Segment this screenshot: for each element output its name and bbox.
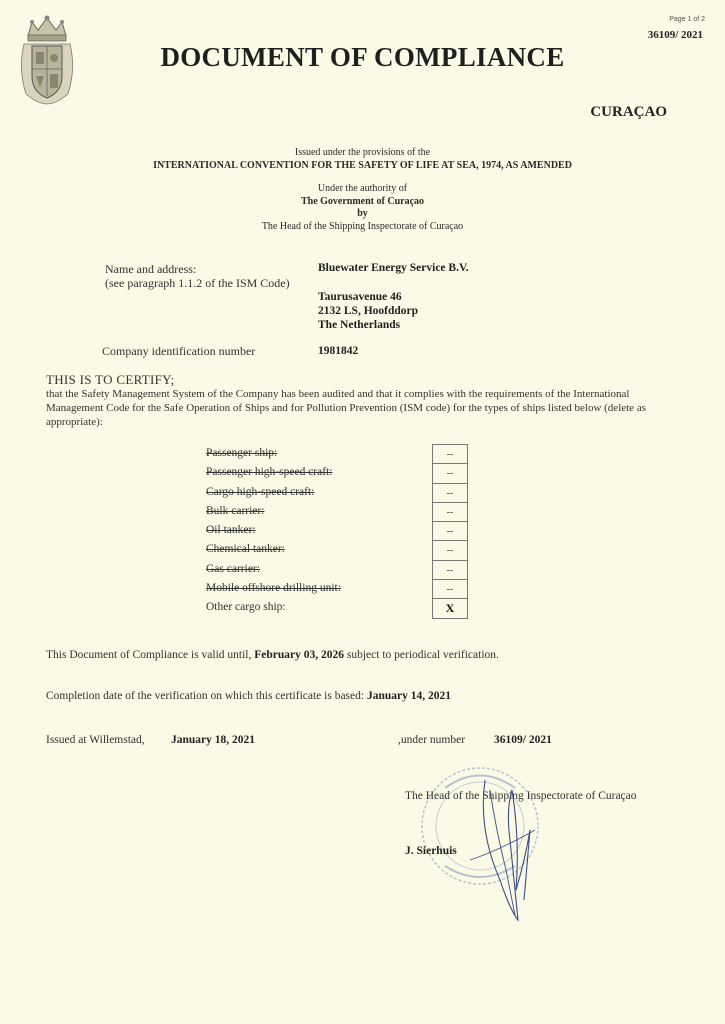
ship-type-label: Other cargo ship: — [206, 601, 286, 614]
ship-type-row — [206, 579, 466, 598]
ship-type-mark: X — [432, 598, 468, 619]
completion-statement — [46, 690, 451, 702]
signatory-title: The Head of the Shipping Inspectorate of Curaçao — [405, 790, 637, 802]
ship-type-mark: -- — [432, 502, 468, 522]
page-title: DOCUMENT OF COMPLIANCE — [160, 42, 565, 72]
ship-type-mark: -- — [432, 540, 468, 560]
company-name: Bluewater Energy Service B.V. — [318, 262, 469, 274]
company-street: Taurusavenue 46 — [318, 291, 402, 303]
document-number: 36109/ 2021 — [647, 29, 703, 41]
company-city: 2132 LS, Hoofddorp — [318, 305, 419, 317]
issued-under-block — [0, 147, 725, 172]
authority-block — [0, 183, 725, 233]
ship-type-mark: -- — [432, 444, 468, 464]
ship-type-label: Oil tanker: — [206, 524, 256, 537]
ship-type-row — [206, 483, 466, 502]
ship-type-row — [206, 444, 466, 463]
page-number: Page 1 of 2 — [669, 16, 705, 23]
issued-number: 36109/ 2021 — [494, 734, 552, 746]
government-name: The Government of Curaçao — [300, 195, 425, 207]
company-name-sublabel: (see paragraph 1.1.2 of the ISM Code) — [105, 276, 290, 290]
company-name-label: Name and address: — [105, 262, 197, 276]
signatory-name: J. Sierhuis — [405, 845, 457, 857]
company-id-label: Company identification number — [102, 344, 256, 358]
certify-heading: THIS IS TO CERTIFY; — [46, 372, 175, 387]
ship-type-mark: -- — [432, 521, 468, 541]
completion-prefix: Completion date of the verification on which this certificate is based: — [46, 690, 365, 702]
handwritten-signature-icon — [440, 770, 550, 930]
company-id-value: 1981842 — [318, 345, 359, 357]
issuing-country: CURAÇAO — [590, 104, 667, 120]
ship-type-row — [206, 521, 466, 540]
ship-type-mark: -- — [432, 579, 468, 599]
issued-number-label: ,under number — [398, 734, 466, 746]
issued-at-date: January 18, 2021 — [171, 734, 256, 746]
ship-type-mark: -- — [432, 483, 468, 503]
validity-date: February 03, 2026 — [254, 649, 345, 661]
ship-type-label: Passenger high-speed craft: — [206, 466, 333, 479]
authority-by: by — [357, 208, 368, 219]
ship-type-list — [206, 444, 466, 618]
ship-type-row — [206, 560, 466, 579]
completion-date: January 14, 2021 — [366, 690, 451, 702]
ship-type-label: Mobile offshore drilling unit: — [206, 582, 341, 595]
convention-name: INTERNATIONAL CONVENTION FOR THE SAFETY OF LIFE AT SEA, 1974, AS AMENDED — [153, 159, 572, 171]
issued-line-1: Issued under the provisions of the — [294, 147, 431, 158]
validity-prefix: This Document of Compliance is valid until, — [46, 649, 252, 661]
validity-statement — [46, 649, 499, 661]
ship-type-label: Chemical tanker: — [206, 543, 285, 556]
ship-type-row — [206, 598, 466, 617]
ship-type-row — [206, 540, 466, 559]
ship-type-label: Gas carrier: — [206, 562, 260, 575]
inspectorate-name: The Head of the Shipping Inspectorate of Curaçao — [261, 220, 464, 232]
ship-type-row — [206, 502, 466, 521]
ship-type-mark: -- — [432, 560, 468, 580]
issued-at-label: Issued at Willemstad, — [46, 734, 145, 746]
validity-suffix: subject to periodical verification. — [346, 649, 499, 661]
ship-type-label: Cargo high-speed craft: — [206, 485, 315, 498]
company-country: The Netherlands — [318, 319, 401, 331]
authority-line-1: Under the authority of — [317, 183, 408, 194]
certify-body: that the Safety Management System of the Company has been audited and that it complies with the requirements of the International Management Code for the Safe Operation of Ships and for Pollution Prevention (ISM code) for the types of ships listed below (delete as appropriate): — [46, 388, 646, 428]
ship-type-label: Passenger ship: — [206, 447, 278, 459]
ship-type-row — [206, 463, 466, 482]
ship-type-label: Bulk carrier: — [206, 504, 265, 517]
ship-type-mark: -- — [432, 463, 468, 483]
